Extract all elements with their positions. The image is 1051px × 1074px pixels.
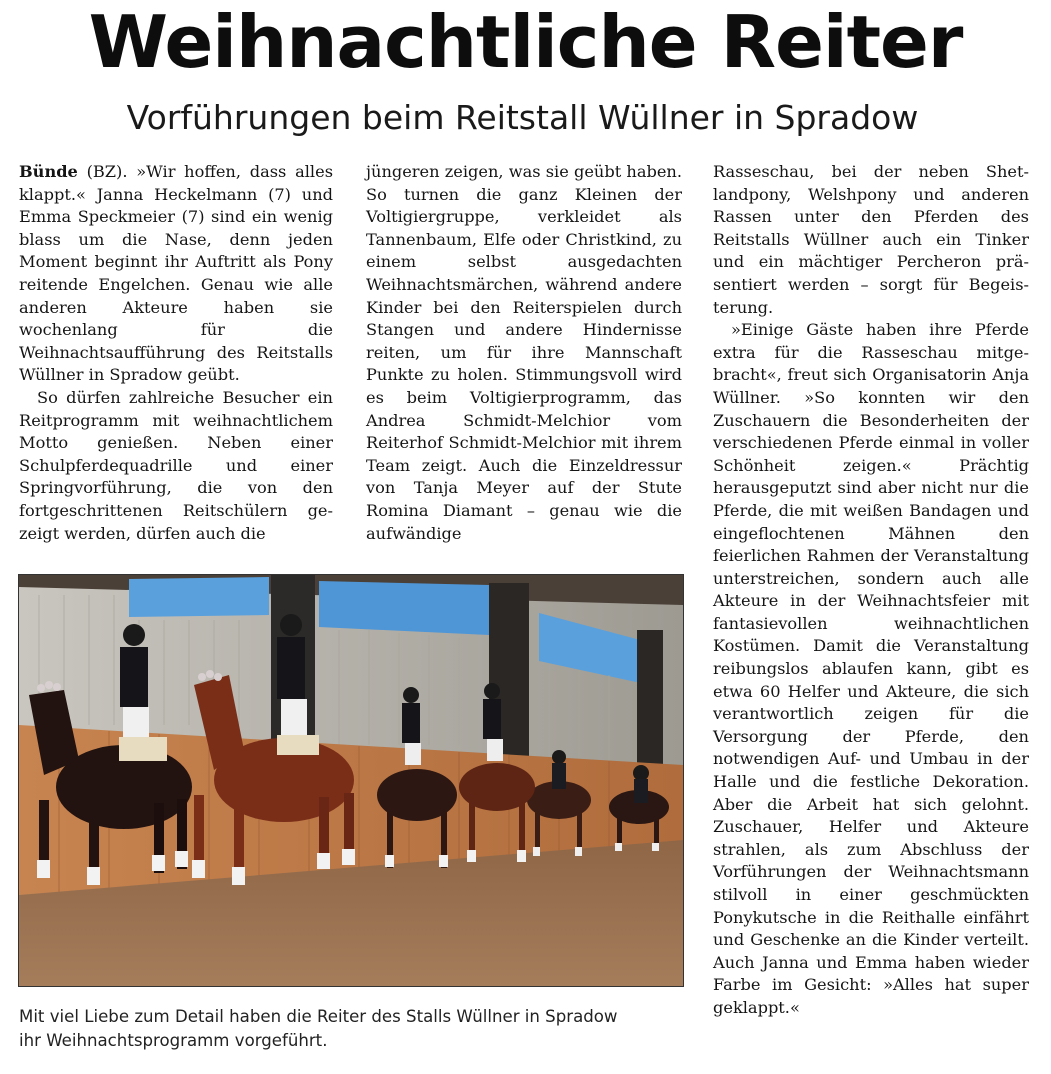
article-column-3 (713, 161, 1029, 1020)
article-paragraph: »Einige Gäste haben ihre Pferde extra für die Rasseschau mitgebracht«, freut sich Organisatorin Anja Wüllner. »So konnten wir den Zuschauern die Besonderheiten der verschiedenen Pferde einmal in voller Schönheit zeigen.« Prächtig herausgeputzt sind aber nicht nur die Pferde, die mit weißen Bandagen und eingeflochtenen Mähnen den feierlichen Rahmen der Veranstaltung unterstreichen, sondern auch alle Akteure in der Weihnachtsfeier mit fantasievollen weihnachtlichen Kostümen. Damit die Veranstaltung reibungslos ablaufen kann, gibt es etwa 60 Helfer und Akteure, die sich verantwortlich zeigen für die Versorgung der Pferde, den notwendigen Auf- und Umbau in der Halle und die festliche Dekoration. Aber die Arbeit hat sich gelohnt. Zuschauer, Helfer und Akteure strahlen, als zum Abschluss der Vorführungen der Weihnachtsmann stilvoll in einer geschmückten Ponykutsche in die Reithalle einfährt und Geschenke an die Kinder verteilt. Auch Janna und Emma haben wieder Farbe im Gesicht: »Alles hat super geklappt.« (713, 320, 1029, 1017)
article-paragraph: jüngeren zeigen, was sie geübt haben. So turnen die ganz Kleinen der Voltigiergruppe, verkleidet als Tannenbaum, Elfe oder Christkind, zu einem selbst ausgedachten Weihnachtsmärchen, während andere Kinder bei den Reiterspielen durch Stangen und andere Hindernisse reiten, um für ihre Mannschaft Punkte zu holen. Stimmungsvoll wird es beim Voltigierprogramm, das Andrea Schmidt-Melchior vom Reiterhof Schmidt-Melchior mit ihrem Team zeigt. Auch die Einzeldressur von Tanja Meyer auf der Stute Romina Diamant – genau wie die aufwändige (366, 162, 682, 543)
article-paragraph: So dürfen zahlreiche Besucher ein Reitprogramm mit weihnachtlichem Motto genießen. Neben einer Schulpferdequadrille und einer Springvorführung, die von den fortgeschrittenen Reitschülern gezeigt werden, dürfen auch die (19, 387, 333, 543)
photo-caption (19, 1005, 689, 1053)
hall-window (129, 577, 269, 617)
paragraph-text: (BZ). »Wir hoffen, dass alles klappt.« Janna Heckelmann (7) und Emma Speckmeier (7) sind ein wenig blass um die Nase, denn jeden Moment beginnt ihr Auftritt als Pony reitende Engelchen. Genau wie alle anderen Akteure haben sie wochenlang für die Weihnachtsaufführung des Reitstalls Wüllner in Spradow geübt. (19, 162, 333, 385)
dateline: Bünde (19, 162, 78, 181)
article-column-2 (366, 161, 682, 545)
riding-hall-photo (18, 574, 684, 987)
riding-hall-photo-icon (19, 575, 683, 986)
article-headline: Weihnachtliche Reiter (88, 0, 963, 84)
article-paragraph: Rasseschau, bei der neben Shetlandpony, Welshpony und anderen Rassen unter den Pferden des Reitstalls Wüllner auch ein Tinker und ein mächtiger Percheron präsentiert werden – sorgt für Begeisterung. (713, 162, 1029, 317)
hall-window (319, 581, 489, 635)
caption-line: ihr Weihnachtsprogramm vorgeführt. (19, 1031, 328, 1050)
article-subheadline: Vorführungen beim Reitstall Wüllner in Spradow (126, 98, 919, 137)
article-paragraph (19, 161, 333, 387)
article-column-1 (19, 161, 333, 545)
caption-line: Mit viel Liebe zum Detail haben die Reiter des Stalls Wüllner in Spradow (19, 1007, 618, 1026)
